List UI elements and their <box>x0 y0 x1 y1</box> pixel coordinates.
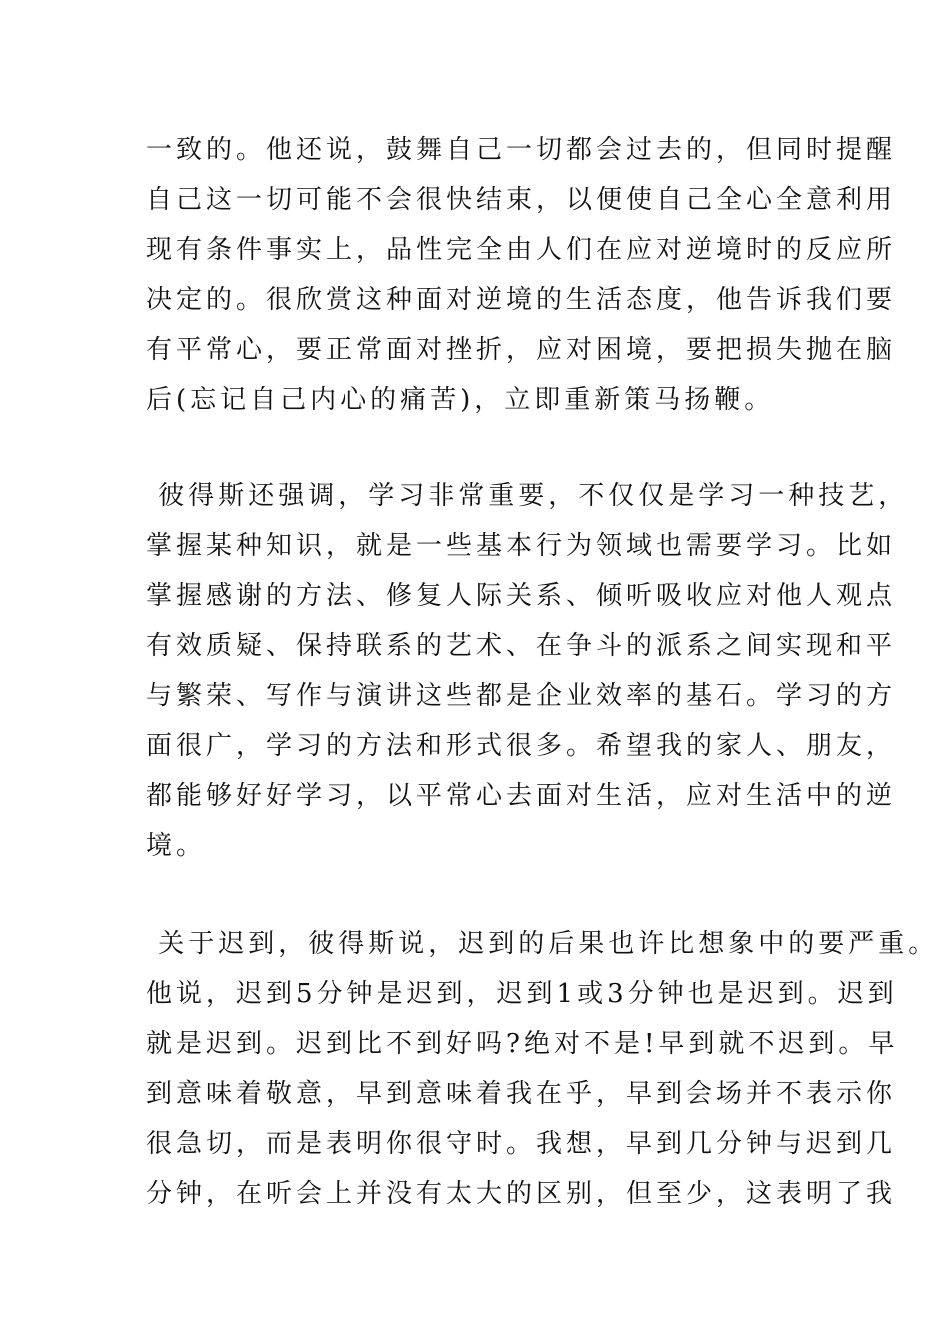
text-line: 有效质疑、保持联系的艺术、在争斗的派系之间实现和平 <box>146 631 897 661</box>
paragraph-1 <box>146 125 896 425</box>
text-line: 一致的。他还说，鼓舞自己一切都会过去的，但同时提醒 <box>146 135 897 165</box>
text-line: 有平常心，要正常面对挫折，应对困境，要把损失抛在脑 <box>146 335 897 365</box>
paragraph-3 <box>146 919 938 1219</box>
text-line: 到意味着敬意，早到意味着我在乎，早到会场并不表示你 <box>146 1079 897 1109</box>
text-line: 与繁荣、写作与演讲这些都是企业效率的基石。学习的方 <box>146 681 897 711</box>
text-line: 都能够好好学习，以平常心去面对生活，应对生活中的逆 <box>146 781 897 811</box>
text-line: 现有条件事实上，品性完全由人们在应对逆境时的反应所 <box>146 235 897 265</box>
text-line: 很急切，而是表明你很守时。我想，早到几分钟与迟到几 <box>146 1129 897 1159</box>
text-line: 关于迟到，彼得斯说，迟到的后果也许比想象中的要严重。 <box>146 929 939 959</box>
text-line: 自己这一切可能不会很快结束，以便使自己全心全意利用 <box>146 185 897 215</box>
text-line: 后(忘记自己内心的痛苦)，立即重新策马扬鞭。 <box>146 385 775 415</box>
text-line: 决定的。很欣赏这种面对逆境的生活态度，他告诉我们要 <box>146 285 897 315</box>
text-line: 彼得斯还强调，学习非常重要，不仅仅是学习一种技艺， <box>146 481 909 511</box>
text-line: 境。 <box>146 831 207 861</box>
text-line: 掌握感谢的方法、修复人际关系、倾听吸收应对他人观点 <box>146 581 897 611</box>
text-line: 分钟，在听会上并没有太大的区别，但至少，这表明了我 <box>146 1179 897 1209</box>
paragraph-2 <box>146 471 908 871</box>
text-line: 他说，迟到5分钟是迟到，迟到1或3分钟也是迟到。迟到 <box>146 979 898 1009</box>
text-line: 掌握某种知识，就是一些基本行为领域也需要学习。比如 <box>146 531 897 561</box>
text-line: 面很广，学习的方法和形式很多。希望我的家人、朋友， <box>146 731 897 761</box>
text-line: 就是迟到。迟到比不到好吗?绝对不是!早到就不迟到。早 <box>146 1029 899 1059</box>
